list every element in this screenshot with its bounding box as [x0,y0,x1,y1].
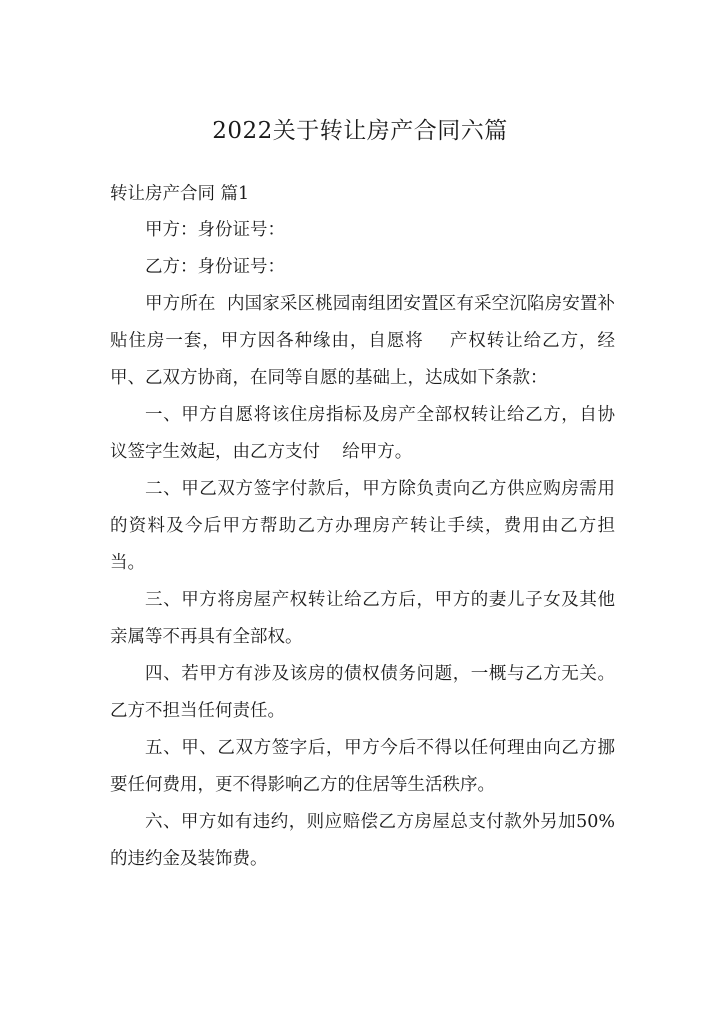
paragraph-clause-5: 五、甲、乙双方签字后，甲方今后不得以任何理由向乙方挪要任何费用，更不得影响乙方的住居等生活秩序。 [110,738,615,795]
section-heading: 转让房产合同 篇1 [110,184,250,204]
paragraph-clause-3: 三、甲方将房屋产权转让给乙方后，甲方的妻儿子女及其他亲属等不再具有全部权。 [110,590,615,647]
document-title: 2022关于转让房产合同六篇 [212,118,508,144]
paragraph-clause-2: 二、甲乙双方签字付款后，甲方除负责向乙方供应购房需用的资料及今后甲方帮助乙方办理房产转让手续，费用由乙方担当。 [110,479,615,573]
paragraph-clause-1: 一、甲方自愿将该住房指标及房产全部权转让给乙方，自协议签字生效起，由乙方支付 给甲方。 [110,405,615,462]
paragraph-party-b: 乙方：身份证号： [145,257,285,277]
paragraph-clause-6: 六、甲方如有违约，则应赔偿乙方房屋总支付款外另加50%的违约金及装饰费。 [110,812,615,869]
paragraph-party-a: 甲方：身份证号： [145,220,285,240]
paragraph-clause-4: 四、若甲方有涉及该房的债权债务问题，一概与乙方无关。乙方不担当任何责任。 [110,664,615,721]
document-body [110,212,615,878]
paragraph-preamble: 甲方所在 内国家采区桃园南组团安置区有采空沉陷房安置补贴住房一套，甲方因各种缘由，自愿将 产权转让给乙方，经甲、乙双方协商，在同等自愿的基础上，达成如下条款： [110,294,615,388]
